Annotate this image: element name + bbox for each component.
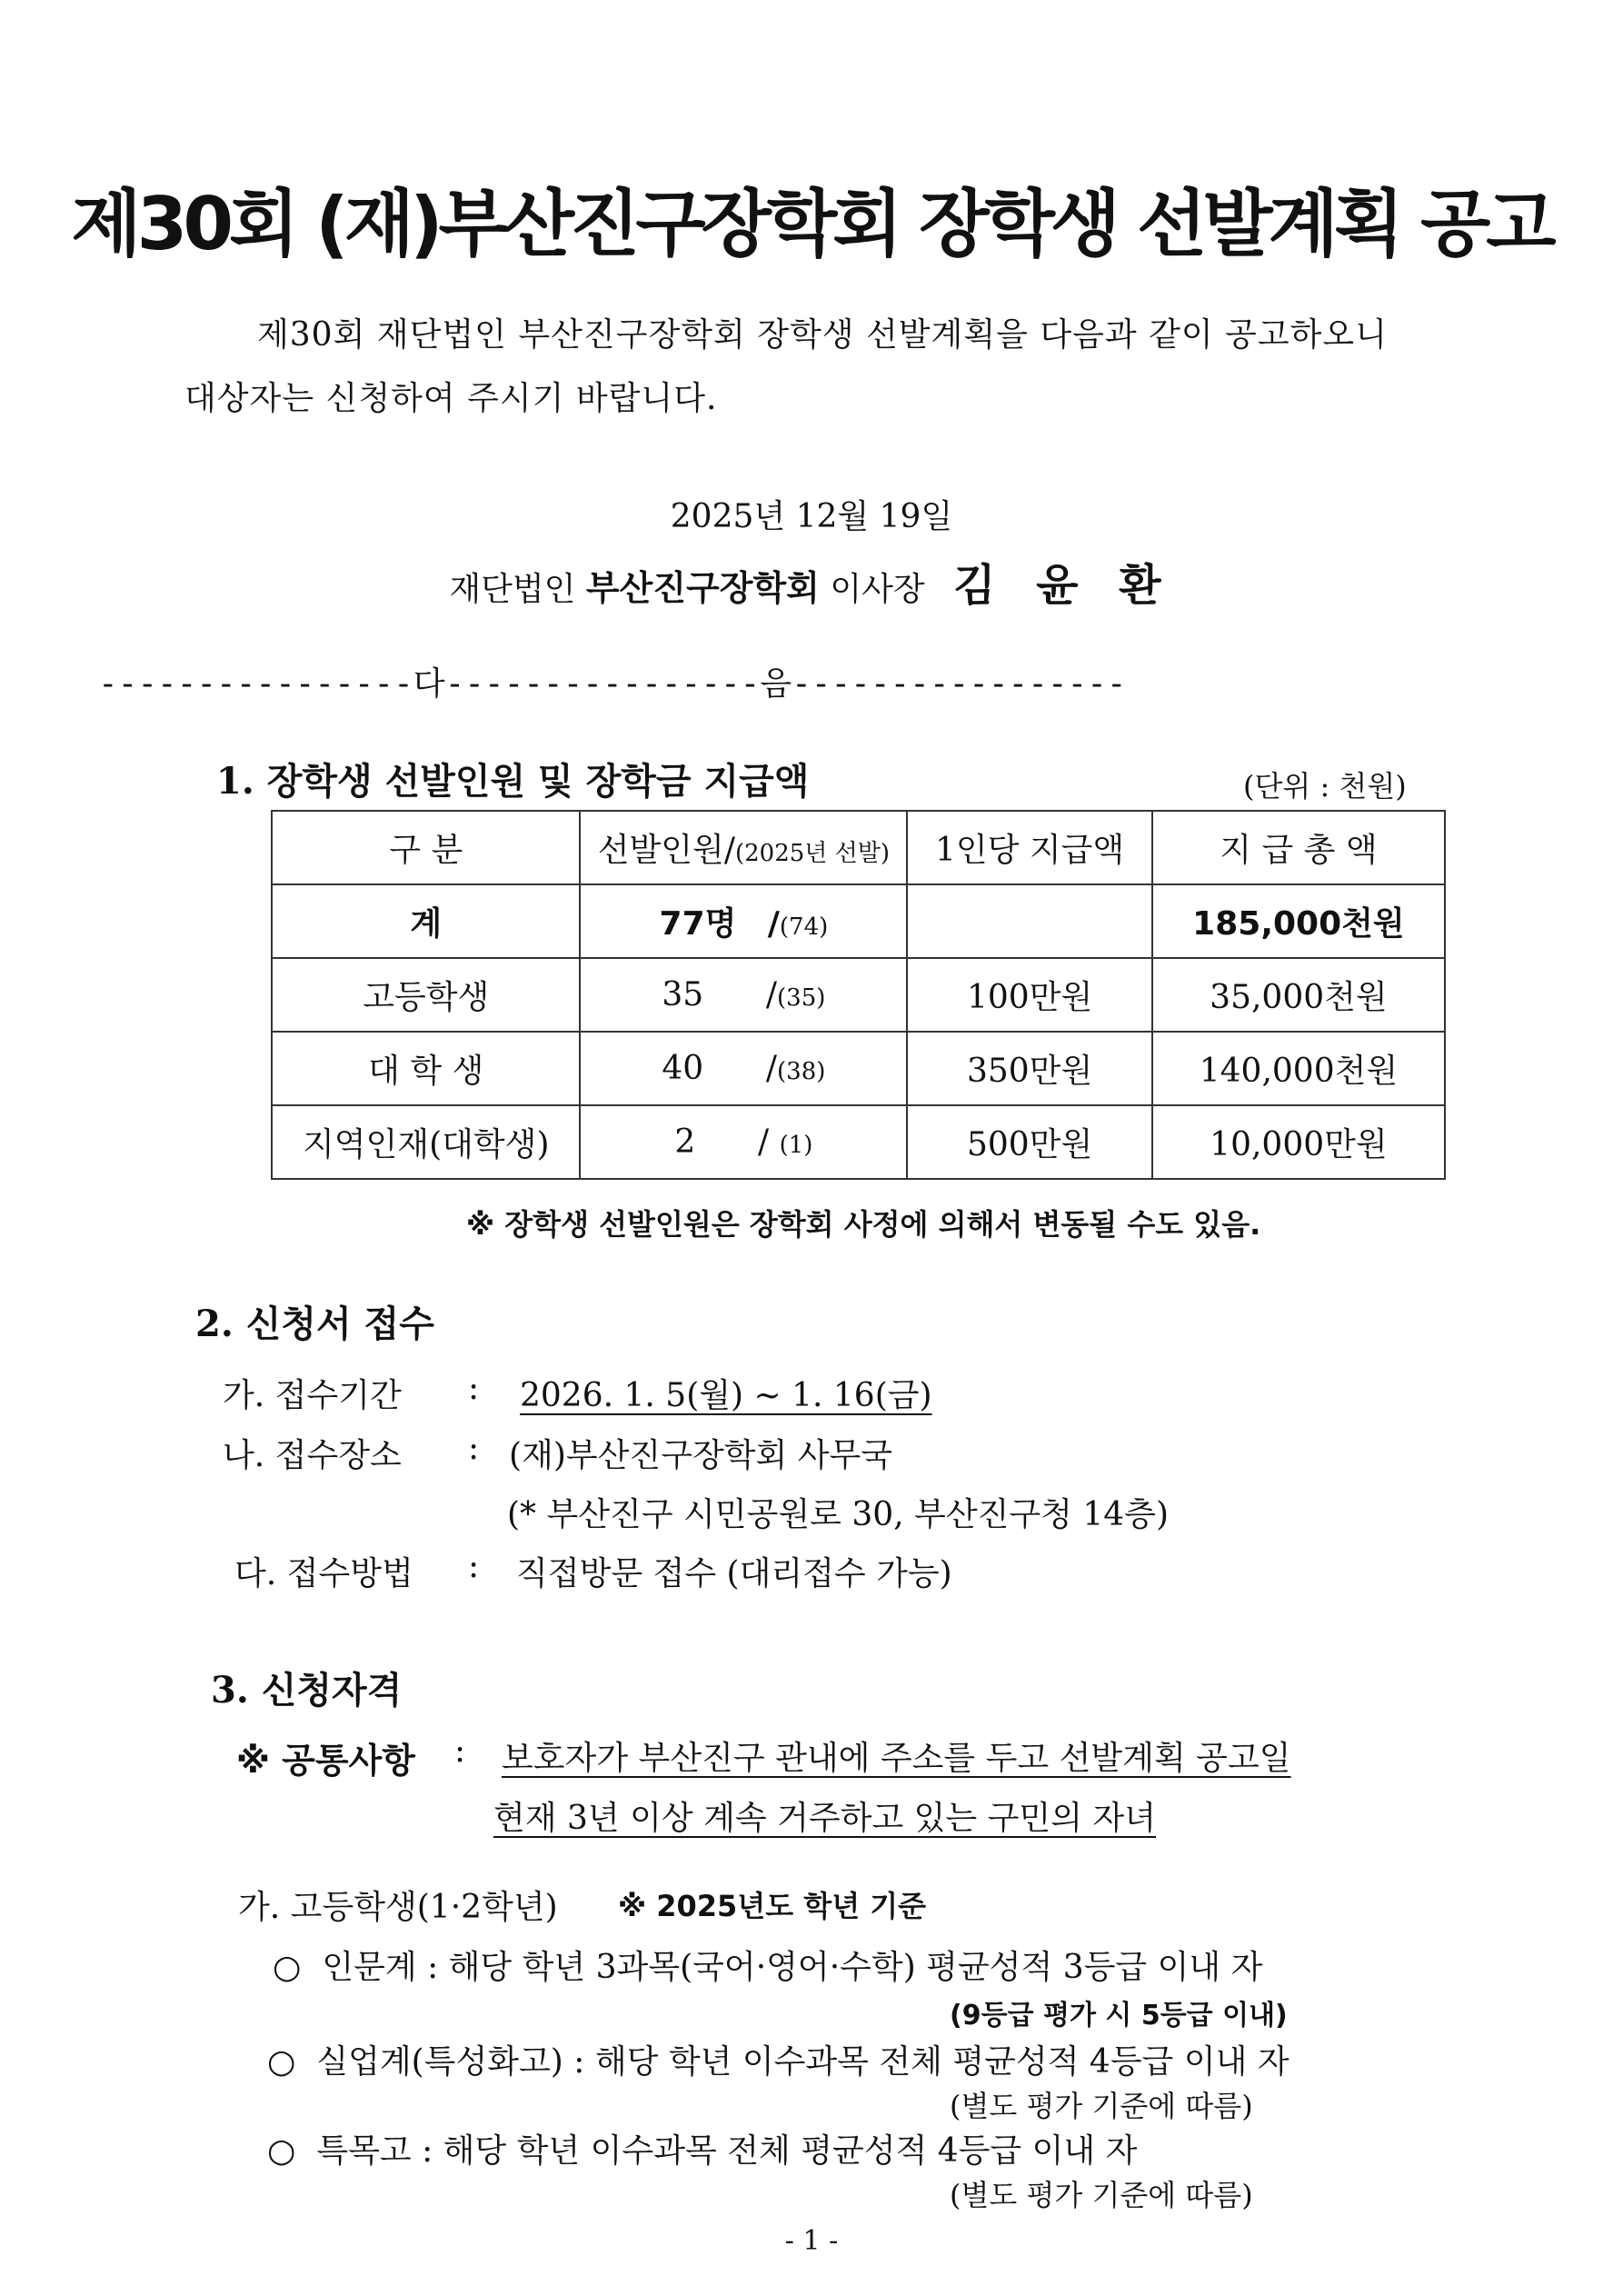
section-1-number: 1. bbox=[216, 760, 254, 803]
cell-per-person: 100만원 bbox=[907, 958, 1152, 1032]
section-1-title: 장학생 선발인원 및 장학금 지급액 bbox=[266, 761, 810, 803]
place-note: (* 부산진구 시민공원로 30, 부산진구청 14층) bbox=[507, 1496, 1170, 1533]
cell-total: 140,000천원 bbox=[1152, 1032, 1445, 1105]
table-row-highschool bbox=[272, 958, 1445, 1032]
cell-category: 대 학 생 bbox=[272, 1032, 580, 1105]
period-colon: : bbox=[468, 1370, 480, 1407]
common-requirements-line-2: 현재 3년 이상 계속 거주하고 있는 구민의 자녀 bbox=[493, 1800, 1156, 1837]
cell-per-person: 500만원 bbox=[907, 1105, 1152, 1179]
header-total: 지 급 총 액 bbox=[1152, 811, 1445, 884]
list-item: ○ 특목고 : 해당 학년 이수과목 전체 평균성적 4등급 이내 자 bbox=[267, 2132, 1138, 2170]
period-value: 2026. 1. 5(월) ~ 1. 16(금) bbox=[520, 1377, 932, 1414]
section-3-number: 3. bbox=[211, 1669, 249, 1712]
list-item-note: (9등급 평가 시 5등급 이내) bbox=[950, 2000, 1288, 2031]
section-1-heading bbox=[216, 753, 809, 804]
cell-category: 지역인재(대학생) bbox=[272, 1105, 580, 1179]
section-divider bbox=[98, 658, 1127, 704]
header-count: 선발인원/(2025년 선발) bbox=[580, 811, 907, 884]
signature-org: 부산진구장학회 bbox=[585, 568, 820, 608]
signature-prefix: 재단법인 bbox=[449, 571, 576, 608]
cell-count: 2 / (1) bbox=[580, 1105, 907, 1179]
period-label: 가. 접수기간 bbox=[223, 1377, 402, 1414]
scholarship-table bbox=[271, 810, 1446, 1180]
highschool-subheading: 가. 고등학생(1·2학년) bbox=[238, 1889, 558, 1926]
table-row-regional bbox=[272, 1105, 1445, 1179]
section-3-title: 신청자격 bbox=[261, 1670, 403, 1712]
intro-line-2: 대상자는 신청하여 주시기 바랍니다. bbox=[184, 380, 718, 417]
bullet-icon: ○ bbox=[267, 2043, 296, 2081]
section-3-heading bbox=[211, 1662, 402, 1713]
table-header-row bbox=[272, 811, 1445, 884]
divider-dashes-left: ---------------- bbox=[98, 665, 413, 703]
list-item-note: (별도 평가 기준에 따름) bbox=[950, 2089, 1253, 2123]
table-row-university bbox=[272, 1032, 1445, 1105]
place-colon: : bbox=[468, 1430, 480, 1467]
highschool-basis-note: ※ 2025년도 학년 기준 bbox=[618, 1889, 927, 1923]
divider-char-eum: 음 bbox=[760, 665, 792, 703]
section-2-title: 신청서 접수 bbox=[245, 1303, 434, 1345]
announcement-date: 2025년 12월 19일 bbox=[670, 498, 953, 535]
page-number: - 1 - bbox=[784, 2225, 839, 2257]
divider-dashes-right: ----------------- bbox=[792, 665, 1127, 703]
table-footnote: ※ 장학생 선발인원은 장학회 사정에 의해서 변동될 수도 있음. bbox=[466, 1207, 1261, 1242]
document-title: 제30회 (재)부산진구장학회 장학생 선발계획 공고 bbox=[71, 182, 1552, 266]
cell-total: 185,000천원 bbox=[1152, 884, 1445, 958]
divider-char-da: 다 bbox=[413, 665, 445, 703]
method-value: 직접방문 접수 (대리접수 가능) bbox=[516, 1555, 952, 1592]
common-requirements-label: ※ 공통사항 bbox=[236, 1741, 416, 1781]
header-category: 구 분 bbox=[272, 811, 580, 884]
section-2-number: 2. bbox=[195, 1303, 234, 1345]
list-item: ○ 인문계 : 해당 학년 3과목(국어·영어·수학) 평균성적 3등급 이내 자 bbox=[273, 1949, 1263, 1986]
section-2-heading bbox=[195, 1295, 434, 1347]
cell-count: 40 /(38) bbox=[580, 1032, 907, 1105]
method-label: 다. 접수방법 bbox=[234, 1555, 413, 1592]
cell-category: 계 bbox=[272, 884, 580, 958]
table-row-total bbox=[272, 884, 1445, 958]
header-per-person: 1인당 지급액 bbox=[907, 811, 1152, 884]
common-colon: : bbox=[454, 1732, 466, 1770]
cell-per-person: 350만원 bbox=[907, 1032, 1152, 1105]
unit-label: (단위 : 천원) bbox=[1243, 769, 1407, 804]
divider-dashes-mid: ---------------- bbox=[444, 665, 761, 703]
cell-count: 77명 /(74) bbox=[580, 884, 907, 958]
common-requirements-line-1: 보호자가 부산진구 관내에 주소를 두고 선발계획 공고일 bbox=[502, 1740, 1291, 1777]
cell-count: 35 /(35) bbox=[580, 958, 907, 1032]
cell-per-person bbox=[907, 884, 1152, 958]
list-item-note: (별도 평가 기준에 따름) bbox=[950, 2178, 1253, 2212]
cell-category: 고등학생 bbox=[272, 958, 580, 1032]
signature-line bbox=[0, 550, 1623, 613]
intro-line-1: 제30회 재단법인 부산진구장학회 장학생 선발계획을 다음과 같이 공고하오니 bbox=[257, 316, 1388, 354]
list-item: ○ 실업계(특성화고) : 해당 학년 이수과목 전체 평균성적 4등급 이내 자 bbox=[267, 2043, 1289, 2081]
cell-total: 35,000천원 bbox=[1152, 958, 1445, 1032]
bullet-icon: ○ bbox=[273, 1949, 302, 1986]
signature-name: 김 윤 환 bbox=[953, 560, 1174, 611]
place-value: (재)부산진구장학회 사무국 bbox=[509, 1437, 893, 1474]
bullet-icon: ○ bbox=[267, 2132, 296, 2170]
method-colon: : bbox=[468, 1548, 480, 1585]
cell-total: 10,000만원 bbox=[1152, 1105, 1445, 1179]
signature-role: 이사장 bbox=[830, 571, 925, 608]
place-label: 나. 접수장소 bbox=[223, 1437, 402, 1474]
